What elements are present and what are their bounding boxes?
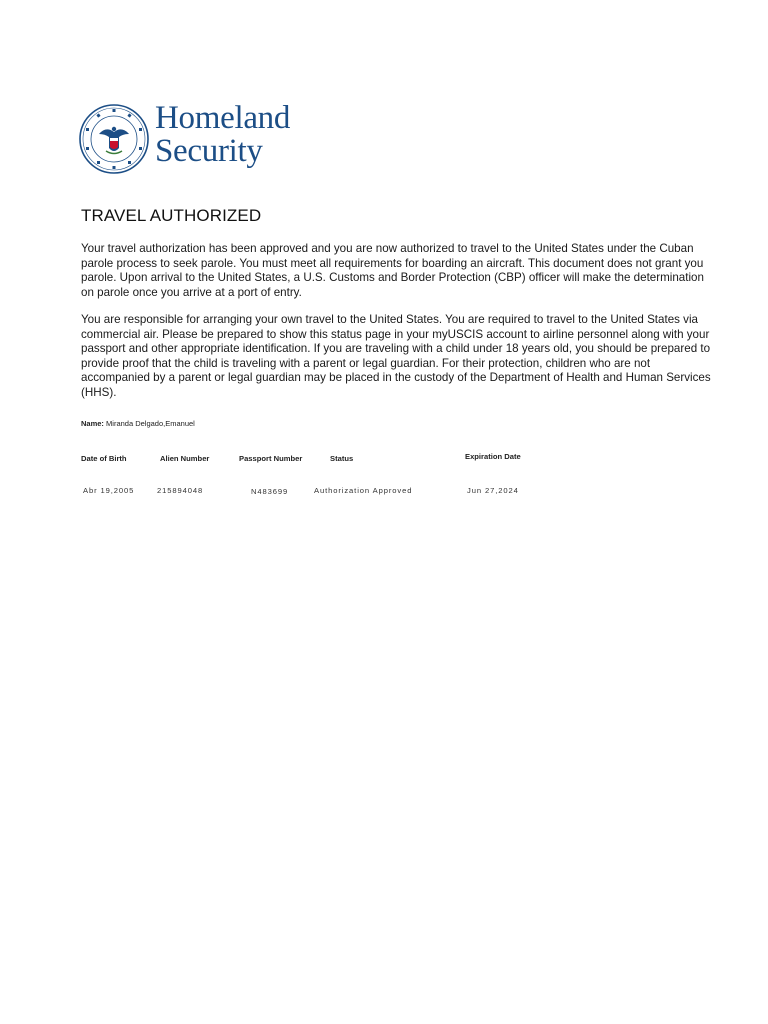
value-passport-number: N483699 bbox=[251, 487, 289, 496]
header-status: Status bbox=[330, 454, 354, 463]
value-expiration-date: Jun 27,2024 bbox=[467, 486, 519, 495]
name-label: Name: bbox=[81, 419, 104, 428]
name-row bbox=[81, 419, 195, 428]
paragraph-authorization: Your travel authorization has been approved and you are now authorized to travel to the United States under the Cuban parole process to seek parole. You must meet all requirements for boarding an aircraft. This document does not grant you parole. Upon arrival to the United States, a U.S. Customs and Border Protection (CBP) officer will make the determination on parole once you arrive at a port of entry. bbox=[81, 242, 704, 299]
header-passport-number: Passport Number bbox=[239, 454, 303, 463]
header-expiration-date: Expiration Date bbox=[465, 452, 521, 461]
paragraph-responsibility: You are responsible for arranging your own travel to the United States. You are required to travel to the United States via commercial air. Please be prepared to show this status page in your myUSCIS account to airline personnel along with your passport and other appropriate identification. If you are traveling with a child under 18 years old, you should be prepared to provide proof that the child is traveling with a parent or legal guardian. For their protection, children who are not accompanied by a parent or legal guardian may be placed in the custody of the Department of Health and Human Services (HHS). bbox=[81, 313, 711, 399]
dhs-seal-icon bbox=[79, 104, 149, 174]
wordmark-line1: Homeland bbox=[155, 100, 291, 136]
name-value: Miranda Delgado,Emanuel bbox=[106, 419, 195, 428]
value-status: Authorization Approved bbox=[314, 486, 413, 495]
header-alien-number: Alien Number bbox=[160, 454, 210, 463]
wordmark-line2: Security bbox=[155, 133, 263, 169]
value-alien-number: 215894048 bbox=[157, 486, 204, 495]
value-date-of-birth: Abr 19,2005 bbox=[83, 486, 135, 495]
dhs-logo bbox=[79, 100, 319, 176]
page-title: TRAVEL AUTHORIZED bbox=[81, 206, 262, 225]
header-date-of-birth: Date of Birth bbox=[81, 454, 127, 463]
wordmark bbox=[155, 102, 290, 168]
